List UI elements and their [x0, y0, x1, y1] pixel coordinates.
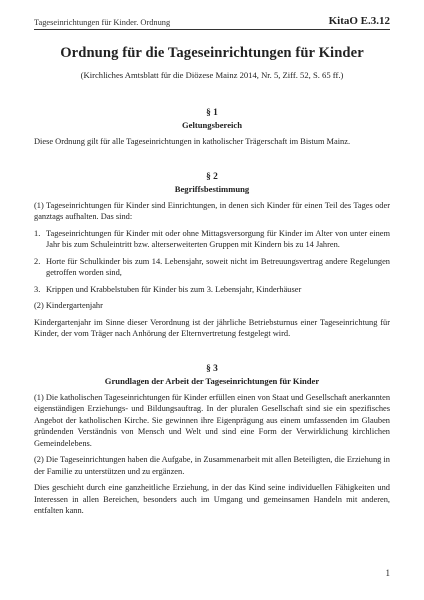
list-item-number: 3. — [34, 284, 41, 294]
section-3-para-2: (2) Die Tageseinrichtungen haben die Aufgabe, in Zusammenarbeit mit allen Beteiligten, die Erziehung in der Familie zu unterstützen und zu ergänzen. — [34, 455, 390, 476]
section-1-text: Diese Ordnung gilt für alle Tageseinrichtungen in katholischer Trägerschaft im Bistum Mainz. — [34, 137, 351, 146]
section-1-title: Geltungsbereich — [182, 120, 242, 130]
list-item-text: Krippen und Krabbelstuben für Kinder bis zum 3. Lebensjahr, Kinderhäuser — [46, 284, 302, 294]
section-2-para2-text: Kindergartenjahr im Sinne dieser Verordnung ist der jährliche Betriebsturnus einer Tageseinrichtung für Kinder, der vom Träger nach Anhörung der Elternvertretung festgelegt wird. — [34, 317, 390, 338]
list-item — [34, 284, 390, 296]
section-1-number: § 1 — [206, 108, 218, 118]
document-title: Ordnung für die Tageseinrichtungen für Kinder — [60, 45, 364, 61]
section-3-title: Grundlagen der Arbeit der Tageseinrichtungen für Kinder — [104, 375, 320, 386]
document-page — [34, 11, 390, 517]
running-header — [34, 11, 390, 30]
list-item-number: 2. — [34, 256, 41, 266]
list-item-text: Horte für Schulkinder bis zum 14. Lebensjahr, soweit nicht im Betreuungsvertrag andere Regelungen getroffen worden sind, — [46, 256, 390, 277]
section-2-number: § 2 — [206, 171, 218, 182]
section-2-para2-heading: (2) Kindergartenjahr — [34, 301, 103, 310]
document-code: KitaO E.3.12 — [328, 15, 390, 27]
document-source: (Kirchliches Amtsblatt für die Diözese Mainz 2014, Nr. 5, Ziff. 52, S. 65 ff.) — [80, 70, 344, 80]
running-title: Tageseinrichtungen für Kinder. Ordnung — [34, 18, 171, 27]
list-item — [34, 228, 390, 251]
section-3-para-3: Dies geschieht durch eine ganzheitliche Erziehung, in der das Kind seine individuellen Fähigkeiten und Interessen in allen Bereichen, besonders auch im Umgang und gemeinsamen Handeln mit anderen, entfalten kann. — [34, 483, 390, 515]
list-item — [34, 256, 390, 279]
section-3-para-1: (1) Die katholischen Tageseinrichtungen für Kinder erfüllen einen von Staat und Gesellschaft anerkannten eigenständigen Erziehungs- und Bildungsauftrag. In der pluralen Gesellschaft sind sie ein spezifisches Angebot der katholischen Kirche. Sie gewinnen ihre Eigenprägung aus einem umfassenden im Glauben gründenden Verständnis von Mensch und Welt und sind eine Form der Verwirklichung kirchlichen Gemeindelebens. — [34, 392, 391, 448]
list-item-text: Tageseinrichtungen für Kinder mit oder ohne Mittagsversorgung für Kinder im Alter von unter einem Jahr bis zum Schuleintritt bzw. alterserweiterten Gruppen mit Kindern bis zu 14 Jahren. — [46, 228, 390, 249]
page-number: 1 — [385, 568, 390, 578]
section-2-intro: (1) Tageseinrichtungen für Kinder sind Einrichtungen, in denen sich Kinder für einen Teil des Tages oder ganztags aufhalten. Das sind: — [34, 200, 390, 221]
list-item-number: 1. — [34, 228, 41, 238]
section-2-title: Begriffsbestimmung — [174, 183, 250, 194]
section-3-number: § 3 — [206, 363, 218, 374]
